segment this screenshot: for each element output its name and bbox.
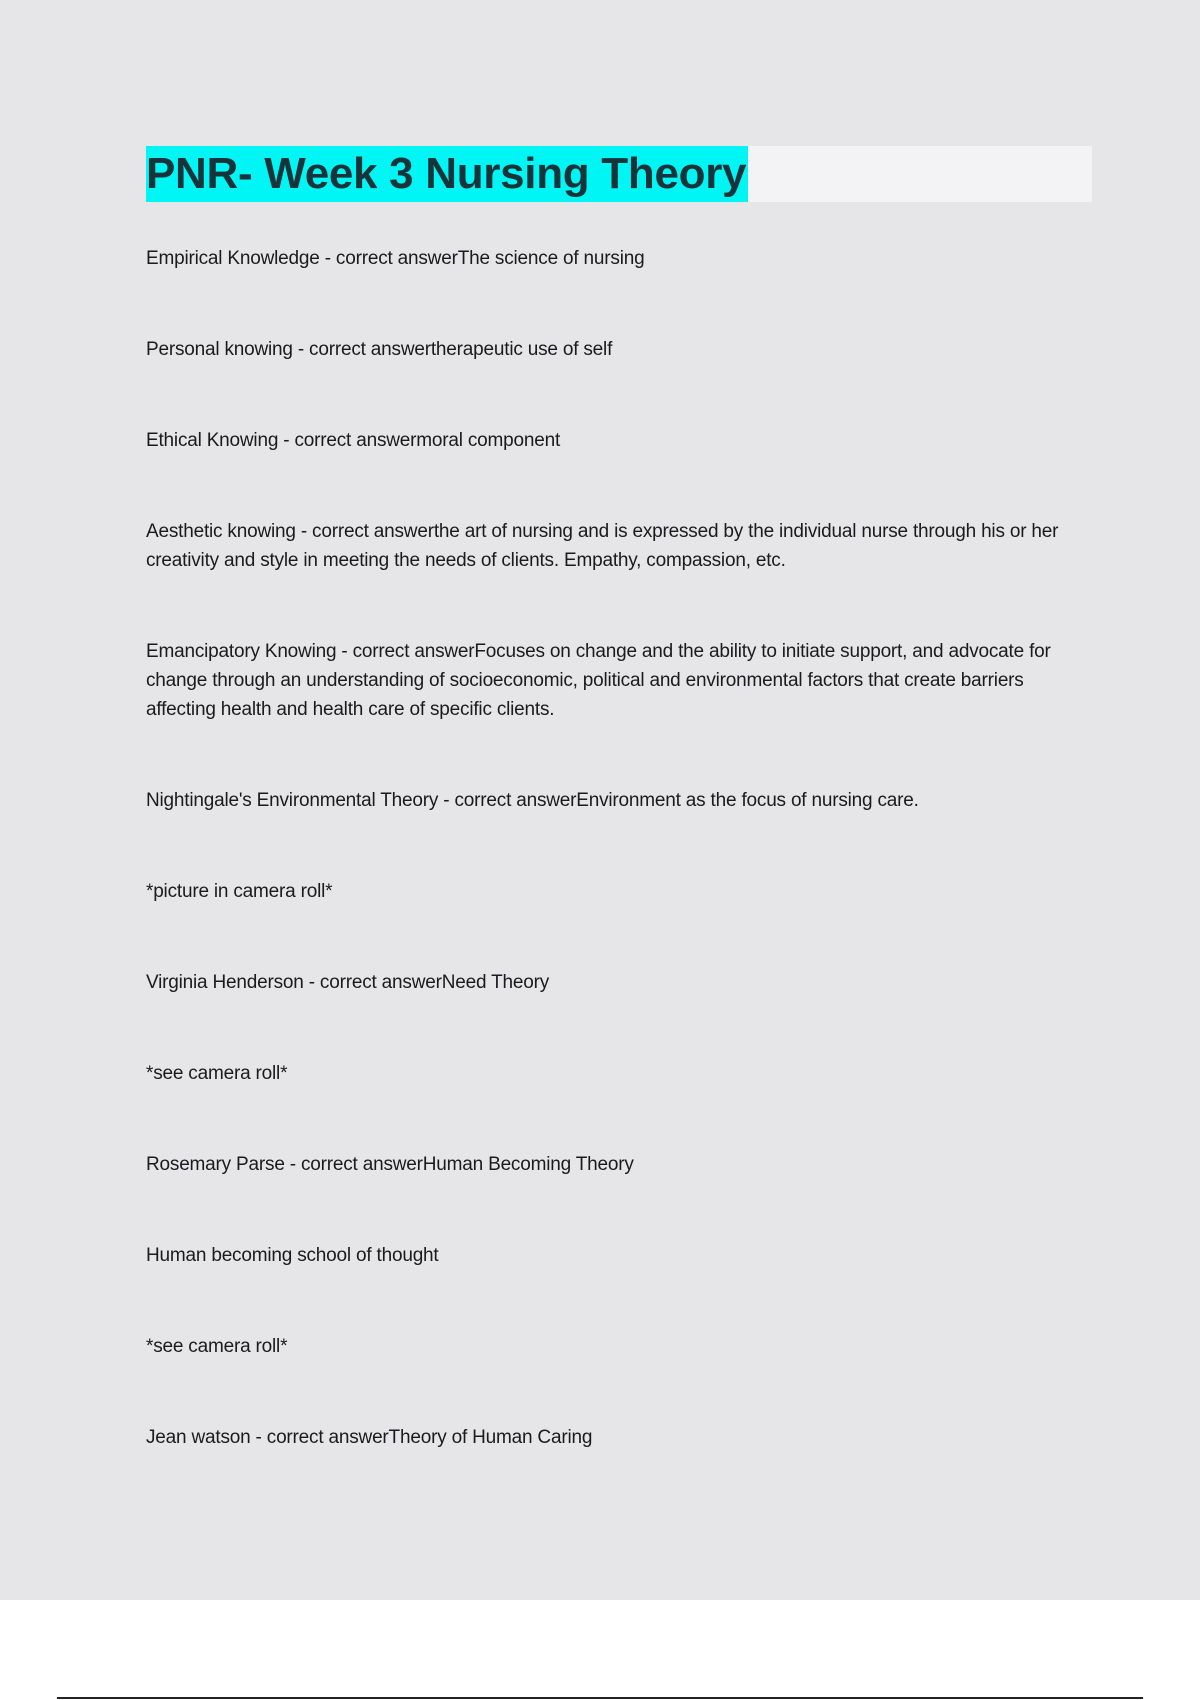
flashcard-entry: Emancipatory Knowing - correct answerFocuses on change and the ability to initiate support, and advocate for change through an understanding of socioeconomic, political and environmental factors that create barriers affecting health and health care of specific clients. <box>146 641 1051 720</box>
flashcard-entry: Human becoming school of thought <box>146 1245 439 1266</box>
flashcard-entry: Ethical Knowing - correct answermoral component <box>146 430 561 451</box>
flashcard-entry: Rosemary Parse - correct answerHuman Becoming Theory <box>146 1154 634 1175</box>
flashcard-entry: Jean watson - correct answerTheory of Human Caring <box>146 1427 593 1448</box>
flashcard-entry: *see camera roll* <box>146 1063 288 1084</box>
flashcard-entry: Nightingale's Environmental Theory - correct answerEnvironment as the focus of nursing care. <box>146 790 919 811</box>
flashcard-entry: *see camera roll* <box>146 1336 288 1357</box>
flashcard-entry: Empirical Knowledge - correct answerThe science of nursing <box>146 248 645 269</box>
flashcard-entry: Aesthetic knowing - correct answerthe art of nursing and is expressed by the individual nurse through his or her creativity and style in meeting the needs of clients. Empathy, compassion, etc. <box>146 521 1059 571</box>
flashcard-list <box>146 244 1092 1452</box>
footer-divider <box>57 1697 1143 1699</box>
flashcard-entry: *picture in camera roll* <box>146 881 333 902</box>
flashcard-entry: Virginia Henderson - correct answerNeed Theory <box>146 972 550 993</box>
flashcard-entry: Personal knowing - correct answertherapeutic use of self <box>146 339 613 360</box>
document-title: PNR- Week 3 Nursing Theory <box>146 146 748 202</box>
